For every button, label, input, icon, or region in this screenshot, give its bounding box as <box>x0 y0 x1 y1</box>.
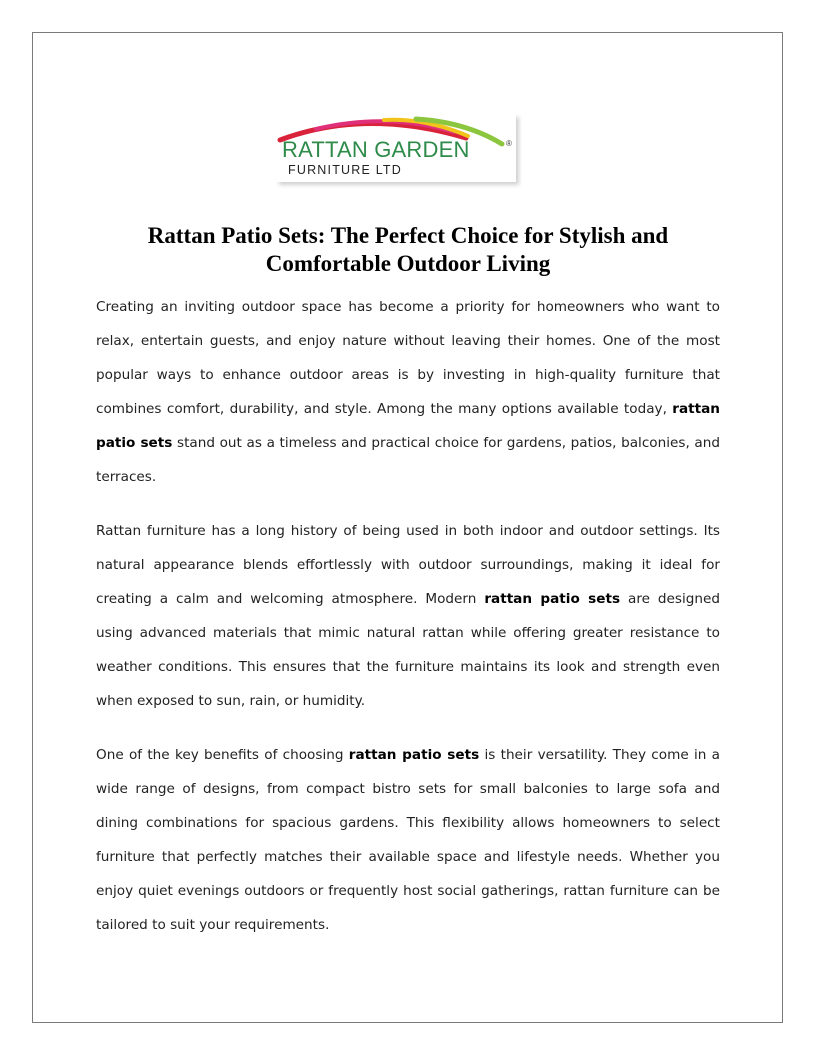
paragraph-2 <box>96 514 720 718</box>
keyword-rattan-patio-sets: rattan patio sets <box>348 747 480 763</box>
page-title: Rattan Patio Sets: The Perfect Choice for Stylish and Comfortable Outdoor Living <box>147 223 669 276</box>
paragraph-1-text-end: stand out as a timeless and practical choice for gardens, patios, balconies, and terraces. <box>96 435 720 485</box>
logo-registered-mark: ® <box>506 139 512 148</box>
paragraph-3-text-end: is their versatility. They come in a wide range of designs, from compact bistro sets for small balconies to large sofa and dining combinations for spacious gardens. This flexibility allows homeowners to select furniture that perfectly matches their available space and lifestyle needs. Whether you enjoy quiet evenings outdoors or frequently host social gatherings, rattan furniture can be tailored to suit your requirements. <box>96 747 720 933</box>
keyword-rattan-patio-sets: rattan patio sets <box>484 591 621 607</box>
paragraph-1 <box>96 290 720 494</box>
keyword-rattan-patio-sets: rattan patio sets <box>96 401 720 451</box>
paragraph-3-text-start: One of the key benefits of choosing <box>96 747 349 763</box>
paragraph-3 <box>96 738 720 942</box>
paragraph-2-text-start: Rattan furniture has a long history of being used in both indoor and outdoor settings. Its natural appearance blends effortlessly with outdoor surroundings, making it ideal for creating a calm and welcoming atmosphere. Modern <box>96 523 720 607</box>
paragraph-2-text-end: are designed using advanced materials that mimic natural rattan while offering greater resistance to weather conditions. This ensures that the furniture maintains its look and strength even when exposed to sun, rain, or humidity. <box>96 591 720 709</box>
company-logo <box>276 114 516 182</box>
logo-subtitle: FURNITURE LTD <box>288 163 402 177</box>
logo-name: RATTAN GARDEN <box>282 137 470 162</box>
paragraph-1-text-start: Creating an inviting outdoor space has become a priority for homeowners who want to relax, entertain guests, and enjoy nature without leaving their homes. One of the most popular ways to enhance outdoor areas is by investing in high-quality furniture that combines comfort, durability, and style. Among the many options available today, <box>96 299 720 417</box>
